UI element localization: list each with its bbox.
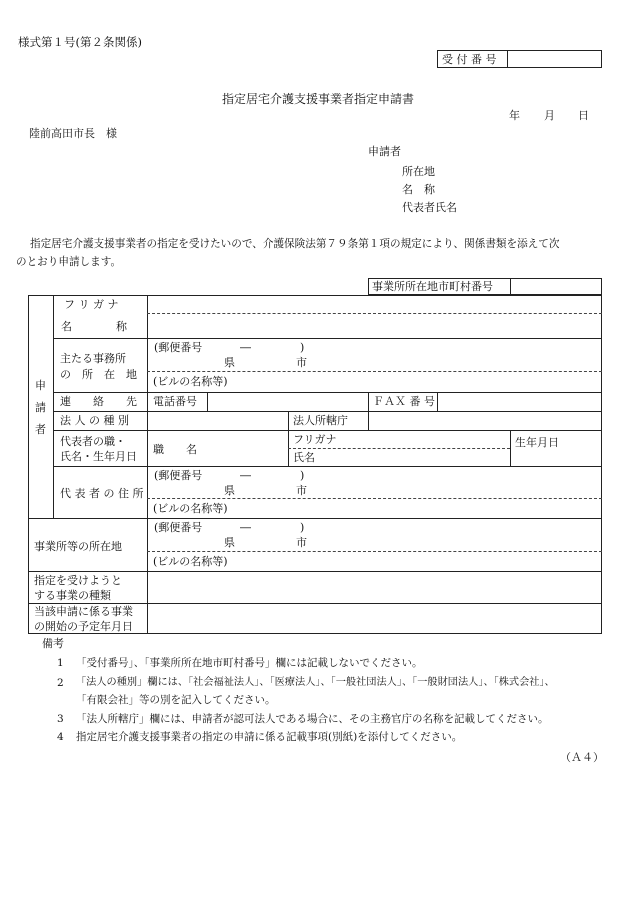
paper-size: （Ａ４） — [560, 751, 604, 764]
table-col-label — [147, 295, 148, 634]
table-col-applicant — [53, 295, 54, 518]
note-4-text: 指定居宅介護支援事業者の指定の申請に係る記載事項(別紙)を添付してください。 — [76, 731, 463, 743]
office-address-postal-dash: ― — [240, 521, 251, 534]
note-2-text-a: 「法人の種別」欄には、「社会福祉法人」、「医療法人」、「一般社団法人」、「一般財団法人」、「株式会社」、 — [76, 677, 555, 688]
rep-address-city: 市 — [296, 484, 307, 497]
table-col-fax-left — [368, 392, 369, 411]
table-col-corp-authority-left — [288, 411, 289, 430]
main-office-postal: (郵便番号 — [154, 341, 203, 354]
row-office-address-bottom — [28, 571, 602, 572]
office-address-prefecture: 県 — [224, 536, 235, 549]
row-corp-bottom — [53, 430, 602, 431]
office-address-city: 市 — [296, 536, 307, 549]
row-rep-furigana-sep — [288, 448, 510, 449]
addressee: 陸前高田市長 様 — [29, 127, 117, 140]
note-2-num: 2 — [57, 677, 64, 689]
body-text-line2: のとおり申請します。 — [16, 256, 122, 268]
label-rep-address: 代 表 者 の 住 所 — [60, 487, 144, 500]
note-1-num: 1 — [57, 657, 64, 669]
rep-address-building: (ビルの名称等) — [153, 502, 228, 515]
document-title: 指定居宅介護支援事業者指定申請書 — [222, 92, 415, 106]
main-office-postal-dash: ― — [240, 341, 251, 354]
date-year: 年 — [509, 109, 520, 122]
note-1-text: 「受付番号」、「事業所所在地市町村番号」欄には記載しないでください。 — [76, 657, 423, 669]
rep-address-postal-close: ) — [300, 469, 305, 482]
body-text-line1: 指定居宅介護支援事業者の指定を受けたいので、介護保険法第７９条第１項の規定により、関係書類を添えて次 — [30, 238, 560, 250]
main-office-postal-close: ) — [300, 341, 305, 354]
row-furigana-sep — [147, 313, 602, 314]
applicant-side-label-2: 請 — [35, 401, 46, 414]
table-col-birth-div — [510, 430, 511, 466]
table-col-corp-authority-right — [368, 411, 369, 430]
note-4-num: 4 — [57, 731, 64, 743]
label-office-address: 事業所等の所在地 — [34, 540, 122, 553]
applicant-label: 申請者 — [368, 145, 401, 158]
row-service-type-bottom — [28, 603, 602, 604]
row-main-office-bottom — [53, 392, 602, 393]
row-name-bottom — [53, 338, 602, 339]
notes-title: 備考 — [42, 637, 64, 650]
label-rep-furigana: フリガナ — [293, 433, 337, 446]
municipality-code-divider — [510, 278, 511, 295]
label-fax: ＦＡＸ 番 号 — [373, 395, 435, 408]
row-rep-title-bottom — [53, 466, 602, 467]
rep-address-prefecture: 県 — [224, 484, 235, 497]
label-service-type-2: する事業の種類 — [34, 589, 111, 602]
municipality-code-label: 事業所所在地市町村番号 — [372, 280, 493, 293]
label-main-office-1: 主たる事務所 — [60, 352, 126, 365]
row-office-address-sep — [147, 551, 602, 552]
label-name: 名 称 — [61, 320, 127, 333]
row-rep-address-bottom — [28, 518, 602, 519]
date-month: 月 — [544, 109, 555, 122]
table-col-fax-right — [437, 392, 438, 411]
office-address-postal-close: ) — [300, 521, 305, 534]
row-contact-bottom — [53, 411, 602, 412]
applicant-side-label-3: 者 — [35, 423, 46, 436]
label-phone: 電話番号 — [153, 395, 197, 408]
applicant-name-label: 名 称 — [402, 183, 435, 196]
receipt-number-label: 受 付 番 号 — [442, 53, 497, 66]
table-col-phone-div — [207, 392, 208, 411]
label-main-office-2: の 所 在 地 — [60, 368, 137, 381]
note-2-text-b: 「有限会社」等の別を記入してください。 — [76, 694, 276, 706]
label-position: 職 名 — [153, 443, 197, 456]
main-office-city: 市 — [296, 356, 307, 369]
label-rep-title-2: 氏名・生年月日 — [60, 450, 137, 463]
label-rep-name: 氏名 — [293, 451, 315, 464]
rep-address-postal-dash: ― — [240, 469, 251, 482]
office-address-postal: (郵便番号 — [154, 521, 203, 534]
date-day: 日 — [578, 109, 589, 122]
note-3-num: 3 — [57, 713, 64, 725]
row-rep-address-sep — [147, 498, 602, 499]
label-rep-title-1: 代表者の職・ — [60, 435, 126, 448]
label-birth: 生年月日 — [515, 436, 559, 449]
main-office-prefecture: 県 — [224, 356, 235, 369]
receipt-divider — [507, 50, 508, 68]
form-number: 様式第１号(第２条関係) — [18, 35, 142, 49]
label-furigana: フ リ ガ ナ — [64, 298, 119, 311]
main-office-building: (ビルの名称等) — [153, 375, 228, 388]
label-service-type-1: 指定を受けようと — [34, 574, 122, 587]
label-corp-authority: 法人所轄庁 — [293, 414, 348, 427]
rep-address-postal: (郵便番号 — [154, 469, 203, 482]
label-contact: 連 絡 先 — [60, 395, 137, 408]
label-corp-type: 法 人 の 種 別 — [60, 414, 129, 427]
label-start-2: の開始の予定年月日 — [34, 620, 133, 633]
applicant-rep-label: 代表者氏名 — [402, 201, 457, 214]
row-main-office-sep — [147, 371, 602, 372]
note-3-text: 「法人所轄庁」欄には、申請者が認可法人である場合に、その主務官庁の名称を記載してください。 — [76, 713, 549, 725]
office-address-building: (ビルの名称等) — [153, 555, 228, 568]
applicant-address-label: 所在地 — [402, 165, 435, 178]
label-start-1: 当該申請に係る事業 — [34, 605, 133, 618]
applicant-side-label-1: 申 — [35, 379, 46, 392]
